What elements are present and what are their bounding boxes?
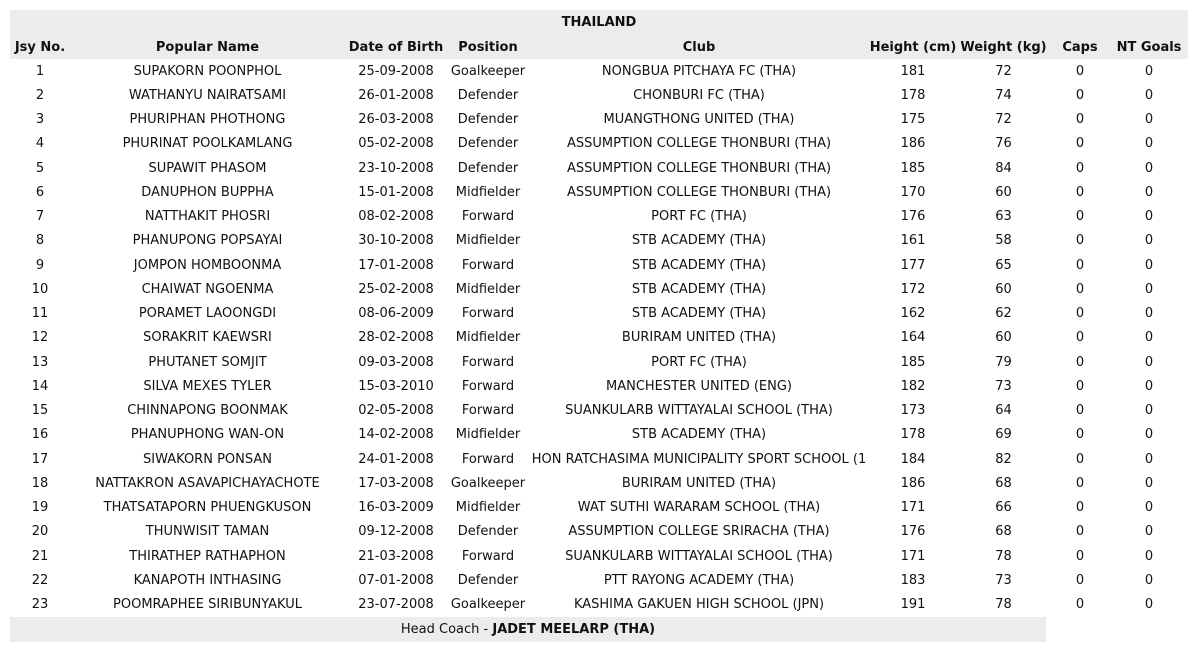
cell-jsy: 14 xyxy=(31,378,49,394)
cell-goals: 0 xyxy=(1144,597,1154,613)
cell-club: STB ACADEMY (THA) xyxy=(631,281,767,297)
cell-caps: 0 xyxy=(1075,184,1085,200)
cell-goals: 0 xyxy=(1144,184,1154,200)
cell-height: 164 xyxy=(900,330,926,346)
cell-height: 182 xyxy=(900,378,926,394)
cell-goals: 0 xyxy=(1144,63,1154,79)
cell-dob: 08-02-2008 xyxy=(358,209,434,225)
cell-club: MANCHESTER UNITED (ENG) xyxy=(606,378,792,394)
cell-club: BURIRAM UNITED (THA) xyxy=(621,475,777,491)
cell-name: DANUPHON BUPPHA xyxy=(141,184,274,200)
cell-club: STB ACADEMY (THA) xyxy=(631,306,767,322)
cell-height: 161 xyxy=(900,233,926,249)
cell-position: Goalkeeper xyxy=(450,63,526,79)
cell-club: SUANKULARB WITTAYALAI SCHOOL (THA) xyxy=(565,403,833,419)
cell-club: CHONBURI FC (THA) xyxy=(633,87,765,103)
header-name: Popular Name xyxy=(70,35,345,59)
cell-dob: 26-03-2008 xyxy=(358,112,434,128)
cell-name: WATHANYU NAIRATSAMI xyxy=(128,87,287,103)
cell-club: ASSUMPTION COLLEGE THONBURI (THA) xyxy=(566,136,832,152)
table-row xyxy=(10,568,1188,592)
cell-jsy: 13 xyxy=(31,354,49,370)
cell-jsy: 12 xyxy=(31,330,49,346)
header-jsy: Jsy No. xyxy=(10,35,70,59)
cell-name: PHUTANET SOMJIT xyxy=(148,354,267,370)
cell-height: 178 xyxy=(900,87,926,103)
cell-dob: 16-03-2009 xyxy=(358,500,434,516)
head-coach-name: JADET MEELARP (THA) xyxy=(492,621,656,637)
cell-dob: 17-01-2008 xyxy=(358,257,434,273)
cell-weight: 72 xyxy=(995,112,1012,128)
cell-weight: 63 xyxy=(995,209,1012,225)
cell-height: 176 xyxy=(900,524,926,540)
cell-weight: 64 xyxy=(995,403,1012,419)
cell-dob: 23-07-2008 xyxy=(358,597,434,613)
cell-name: SIWAKORN PONSAN xyxy=(143,451,272,467)
cell-caps: 0 xyxy=(1075,160,1085,176)
cell-dob: 23-10-2008 xyxy=(358,160,434,176)
table-row xyxy=(10,277,1188,301)
cell-goals: 0 xyxy=(1144,112,1154,128)
cell-position: Midfielder xyxy=(455,184,521,200)
cell-position: Forward xyxy=(461,403,515,419)
player-rows xyxy=(10,59,1188,617)
cell-club: BURIRAM UNITED (THA) xyxy=(621,330,777,346)
cell-weight: 69 xyxy=(995,427,1012,443)
table-row xyxy=(10,374,1188,398)
cell-caps: 0 xyxy=(1075,500,1085,516)
cell-height: 172 xyxy=(900,281,926,297)
cell-goals: 0 xyxy=(1144,160,1154,176)
table-row xyxy=(10,156,1188,180)
cell-position: Goalkeeper xyxy=(450,475,526,491)
cell-dob: 28-02-2008 xyxy=(358,330,434,346)
table-row xyxy=(10,108,1188,132)
cell-caps: 0 xyxy=(1075,451,1085,467)
header-club: Club xyxy=(529,35,869,59)
cell-club: PORT FC (THA) xyxy=(651,354,747,370)
cell-jsy: 7 xyxy=(35,209,45,225)
cell-jsy: 5 xyxy=(35,160,45,176)
cell-position: Midfielder xyxy=(455,427,521,443)
table-row xyxy=(10,180,1188,204)
cell-weight: 65 xyxy=(995,257,1012,273)
cell-club: MUANGTHONG UNITED (THA) xyxy=(603,112,795,128)
cell-dob: 26-01-2008 xyxy=(358,87,434,103)
cell-height: 183 xyxy=(900,572,926,588)
cell-dob: 07-01-2008 xyxy=(358,572,434,588)
cell-dob: 15-03-2010 xyxy=(358,378,434,394)
cell-position: Forward xyxy=(461,306,515,322)
header-goals: NT Goals xyxy=(1110,35,1188,59)
cell-height: 191 xyxy=(900,597,926,613)
cell-weight: 78 xyxy=(995,548,1012,564)
cell-position: Midfielder xyxy=(455,500,521,516)
cell-name: NATTAKRON ASAVAPICHAYACHOTE xyxy=(95,475,320,491)
cell-name: KANAPOTH INTHASING xyxy=(133,572,282,588)
cell-height: 185 xyxy=(900,160,926,176)
cell-dob: 05-02-2008 xyxy=(358,136,434,152)
cell-caps: 0 xyxy=(1075,427,1085,443)
cell-dob: 09-12-2008 xyxy=(358,524,434,540)
cell-goals: 0 xyxy=(1144,451,1154,467)
cell-weight: 58 xyxy=(995,233,1012,249)
cell-jsy: 22 xyxy=(31,572,49,588)
table-row xyxy=(10,520,1188,544)
cell-position: Defender xyxy=(457,524,519,540)
cell-jsy: 11 xyxy=(31,306,49,322)
cell-position: Forward xyxy=(461,378,515,394)
cell-height: 181 xyxy=(900,63,926,79)
cell-position: Defender xyxy=(457,87,519,103)
table-row xyxy=(10,350,1188,374)
cell-name: SILVA MEXES TYLER xyxy=(143,378,272,394)
header-weight: Weight (kg) xyxy=(957,35,1050,59)
table-row xyxy=(10,253,1188,277)
cell-goals: 0 xyxy=(1144,403,1154,419)
cell-weight: 73 xyxy=(995,572,1012,588)
cell-jsy: 4 xyxy=(35,136,45,152)
cell-position: Forward xyxy=(461,548,515,564)
cell-goals: 0 xyxy=(1144,354,1154,370)
cell-jsy: 16 xyxy=(31,427,49,443)
cell-jsy: 2 xyxy=(35,87,45,103)
cell-position: Midfielder xyxy=(455,233,521,249)
cell-goals: 0 xyxy=(1144,306,1154,322)
cell-name: NATTHAKIT PHOSRI xyxy=(144,209,271,225)
cell-height: 177 xyxy=(900,257,926,273)
cell-jsy: 15 xyxy=(31,403,49,419)
cell-name: PHANUPONG POPSAYAI xyxy=(132,233,283,249)
cell-position: Forward xyxy=(461,209,515,225)
cell-weight: 82 xyxy=(995,451,1012,467)
cell-height: 175 xyxy=(900,112,926,128)
cell-dob: 21-03-2008 xyxy=(358,548,434,564)
cell-height: 184 xyxy=(900,451,926,467)
cell-caps: 0 xyxy=(1075,378,1085,394)
cell-caps: 0 xyxy=(1075,403,1085,419)
cell-club: WAT SUTHI WARARAM SCHOOL (THA) xyxy=(577,500,821,516)
cell-caps: 0 xyxy=(1075,112,1085,128)
cell-weight: 60 xyxy=(995,330,1012,346)
cell-dob: 15-01-2008 xyxy=(358,184,434,200)
cell-club: PTT RAYONG ACADEMY (THA) xyxy=(603,572,795,588)
cell-name: PORAMET LAOONGDI xyxy=(138,306,277,322)
cell-name: SUPAKORN POONPHOL xyxy=(133,63,282,79)
cell-weight: 76 xyxy=(995,136,1012,152)
cell-caps: 0 xyxy=(1075,233,1085,249)
cell-height: 178 xyxy=(900,427,926,443)
table-row xyxy=(10,326,1188,350)
cell-jsy: 6 xyxy=(35,184,45,200)
cell-caps: 0 xyxy=(1075,354,1085,370)
cell-weight: 60 xyxy=(995,184,1012,200)
cell-club: ASSUMPTION COLLEGE THONBURI (THA) xyxy=(566,184,832,200)
cell-weight: 72 xyxy=(995,63,1012,79)
cell-name: THUNWISIT TAMAN xyxy=(145,524,270,540)
cell-weight: 84 xyxy=(995,160,1012,176)
table-row xyxy=(10,471,1188,495)
cell-height: 186 xyxy=(900,475,926,491)
cell-name: PHANUPHONG WAN-ON xyxy=(130,427,285,443)
cell-dob: 24-01-2008 xyxy=(358,451,434,467)
table-row xyxy=(10,132,1188,156)
table-row xyxy=(10,59,1188,83)
squad-sheet xyxy=(10,10,1188,642)
cell-caps: 0 xyxy=(1075,257,1085,273)
cell-jsy: 23 xyxy=(31,597,49,613)
cell-dob: 30-10-2008 xyxy=(358,233,434,249)
cell-caps: 0 xyxy=(1075,524,1085,540)
cell-caps: 0 xyxy=(1075,136,1085,152)
squad-table xyxy=(10,35,1188,617)
cell-jsy: 3 xyxy=(35,112,45,128)
cell-name: PHURIPHAN PHOTHONG xyxy=(129,112,286,128)
table-row xyxy=(10,83,1188,107)
cell-weight: 79 xyxy=(995,354,1012,370)
cell-caps: 0 xyxy=(1075,572,1085,588)
cell-goals: 0 xyxy=(1144,572,1154,588)
cell-goals: 0 xyxy=(1144,281,1154,297)
cell-caps: 0 xyxy=(1075,548,1085,564)
cell-goals: 0 xyxy=(1144,427,1154,443)
cell-club: SUANKULARB WITTAYALAI SCHOOL (THA) xyxy=(565,548,833,564)
team-title: THAILAND xyxy=(10,10,1188,35)
cell-goals: 0 xyxy=(1144,233,1154,249)
cell-name: SORAKRIT KAEWSRI xyxy=(143,330,272,346)
cell-position: Defender xyxy=(457,572,519,588)
cell-name: POOMRAPHEE SIRIBUNYAKUL xyxy=(113,597,302,613)
cell-weight: 62 xyxy=(995,306,1012,322)
cell-goals: 0 xyxy=(1144,475,1154,491)
cell-name: THATSATAPORN PHUENGKUSON xyxy=(103,500,312,516)
header-caps: Caps xyxy=(1050,35,1110,59)
cell-name: PHURINAT POOLKAMLANG xyxy=(122,136,293,152)
cell-goals: 0 xyxy=(1144,257,1154,273)
cell-club: KASHIMA GAKUEN HIGH SCHOOL (JPN) xyxy=(573,597,825,613)
cell-caps: 0 xyxy=(1075,330,1085,346)
cell-weight: 78 xyxy=(995,597,1012,613)
cell-name: CHINNAPONG BOONMAK xyxy=(127,403,288,419)
cell-dob: 08-06-2009 xyxy=(358,306,434,322)
table-row xyxy=(10,423,1188,447)
cell-position: Goalkeeper xyxy=(450,597,526,613)
cell-club: STB ACADEMY (THA) xyxy=(631,427,767,443)
cell-height: 171 xyxy=(900,500,926,516)
cell-jsy: 21 xyxy=(31,548,49,564)
cell-position: Defender xyxy=(457,112,519,128)
cell-goals: 0 xyxy=(1144,548,1154,564)
head-coach-label: Head Coach - xyxy=(400,621,489,637)
cell-position: Defender xyxy=(457,136,519,152)
cell-jsy: 10 xyxy=(31,281,49,297)
cell-goals: 0 xyxy=(1144,500,1154,516)
cell-position: Forward xyxy=(461,257,515,273)
cell-club: ASSUMPTION COLLEGE SRIRACHA (THA) xyxy=(568,524,830,540)
cell-position: Midfielder xyxy=(455,330,521,346)
cell-club: ASSUMPTION COLLEGE THONBURI (THA) xyxy=(566,160,832,176)
cell-weight: 68 xyxy=(995,475,1012,491)
cell-name: JOMPON HOMBOONMA xyxy=(133,257,282,273)
cell-goals: 0 xyxy=(1144,209,1154,225)
table-row xyxy=(10,593,1188,617)
cell-caps: 0 xyxy=(1075,306,1085,322)
cell-height: 173 xyxy=(900,403,926,419)
cell-dob: 25-09-2008 xyxy=(358,63,434,79)
cell-name: THIRATHEP RATHAPHON xyxy=(129,548,286,564)
cell-club: STB ACADEMY (THA) xyxy=(631,233,767,249)
cell-weight: 68 xyxy=(995,524,1012,540)
cell-height: 176 xyxy=(900,209,926,225)
cell-goals: 0 xyxy=(1144,330,1154,346)
cell-name: CHAIWAT NGOENMA xyxy=(141,281,274,297)
cell-position: Forward xyxy=(461,451,515,467)
cell-goals: 0 xyxy=(1144,378,1154,394)
cell-height: 185 xyxy=(900,354,926,370)
cell-caps: 0 xyxy=(1075,281,1085,297)
cell-club: STB ACADEMY (THA) xyxy=(631,257,767,273)
cell-height: 162 xyxy=(900,306,926,322)
cell-jsy: 17 xyxy=(31,451,49,467)
cell-dob: 09-03-2008 xyxy=(358,354,434,370)
cell-caps: 0 xyxy=(1075,63,1085,79)
table-row xyxy=(10,399,1188,423)
cell-jsy: 9 xyxy=(35,257,45,273)
cell-caps: 0 xyxy=(1075,209,1085,225)
cell-goals: 0 xyxy=(1144,136,1154,152)
cell-height: 186 xyxy=(900,136,926,152)
table-row xyxy=(10,229,1188,253)
cell-position: Defender xyxy=(457,160,519,176)
header-height: Height (cm) xyxy=(869,35,957,59)
table-row xyxy=(10,302,1188,326)
cell-club: PORT FC (THA) xyxy=(651,209,747,225)
cell-position: Midfielder xyxy=(455,281,521,297)
cell-caps: 0 xyxy=(1075,87,1085,103)
header-dob: Date of Birth xyxy=(345,35,447,59)
head-coach-footer xyxy=(10,617,1046,642)
cell-dob: 25-02-2008 xyxy=(358,281,434,297)
cell-jsy: 20 xyxy=(31,524,49,540)
header-row xyxy=(10,35,1188,59)
cell-dob: 02-05-2008 xyxy=(358,403,434,419)
cell-club: NONGBUA PITCHAYA FC (THA) xyxy=(601,63,797,79)
cell-height: 171 xyxy=(900,548,926,564)
cell-height: 170 xyxy=(900,184,926,200)
cell-weight: 60 xyxy=(995,281,1012,297)
cell-goals: 0 xyxy=(1144,87,1154,103)
cell-jsy: 19 xyxy=(31,500,49,516)
table-row xyxy=(10,544,1188,568)
cell-weight: 73 xyxy=(995,378,1012,394)
cell-caps: 0 xyxy=(1075,475,1085,491)
cell-caps: 0 xyxy=(1075,597,1085,613)
cell-dob: 17-03-2008 xyxy=(358,475,434,491)
header-position: Position xyxy=(447,35,529,59)
cell-weight: 66 xyxy=(995,500,1012,516)
cell-position: Forward xyxy=(461,354,515,370)
cell-jsy: 1 xyxy=(35,63,45,79)
table-row xyxy=(10,205,1188,229)
cell-weight: 74 xyxy=(995,87,1012,103)
cell-name: SUPAWIT PHASOM xyxy=(148,160,267,176)
cell-dob: 14-02-2008 xyxy=(358,427,434,443)
table-row xyxy=(10,447,1188,471)
cell-club: HON RATCHASIMA MUNICIPALITY SPORT SCHOOL (1 xyxy=(531,451,867,467)
cell-goals: 0 xyxy=(1144,524,1154,540)
cell-jsy: 18 xyxy=(31,475,49,491)
cell-jsy: 8 xyxy=(35,233,45,249)
table-row xyxy=(10,496,1188,520)
